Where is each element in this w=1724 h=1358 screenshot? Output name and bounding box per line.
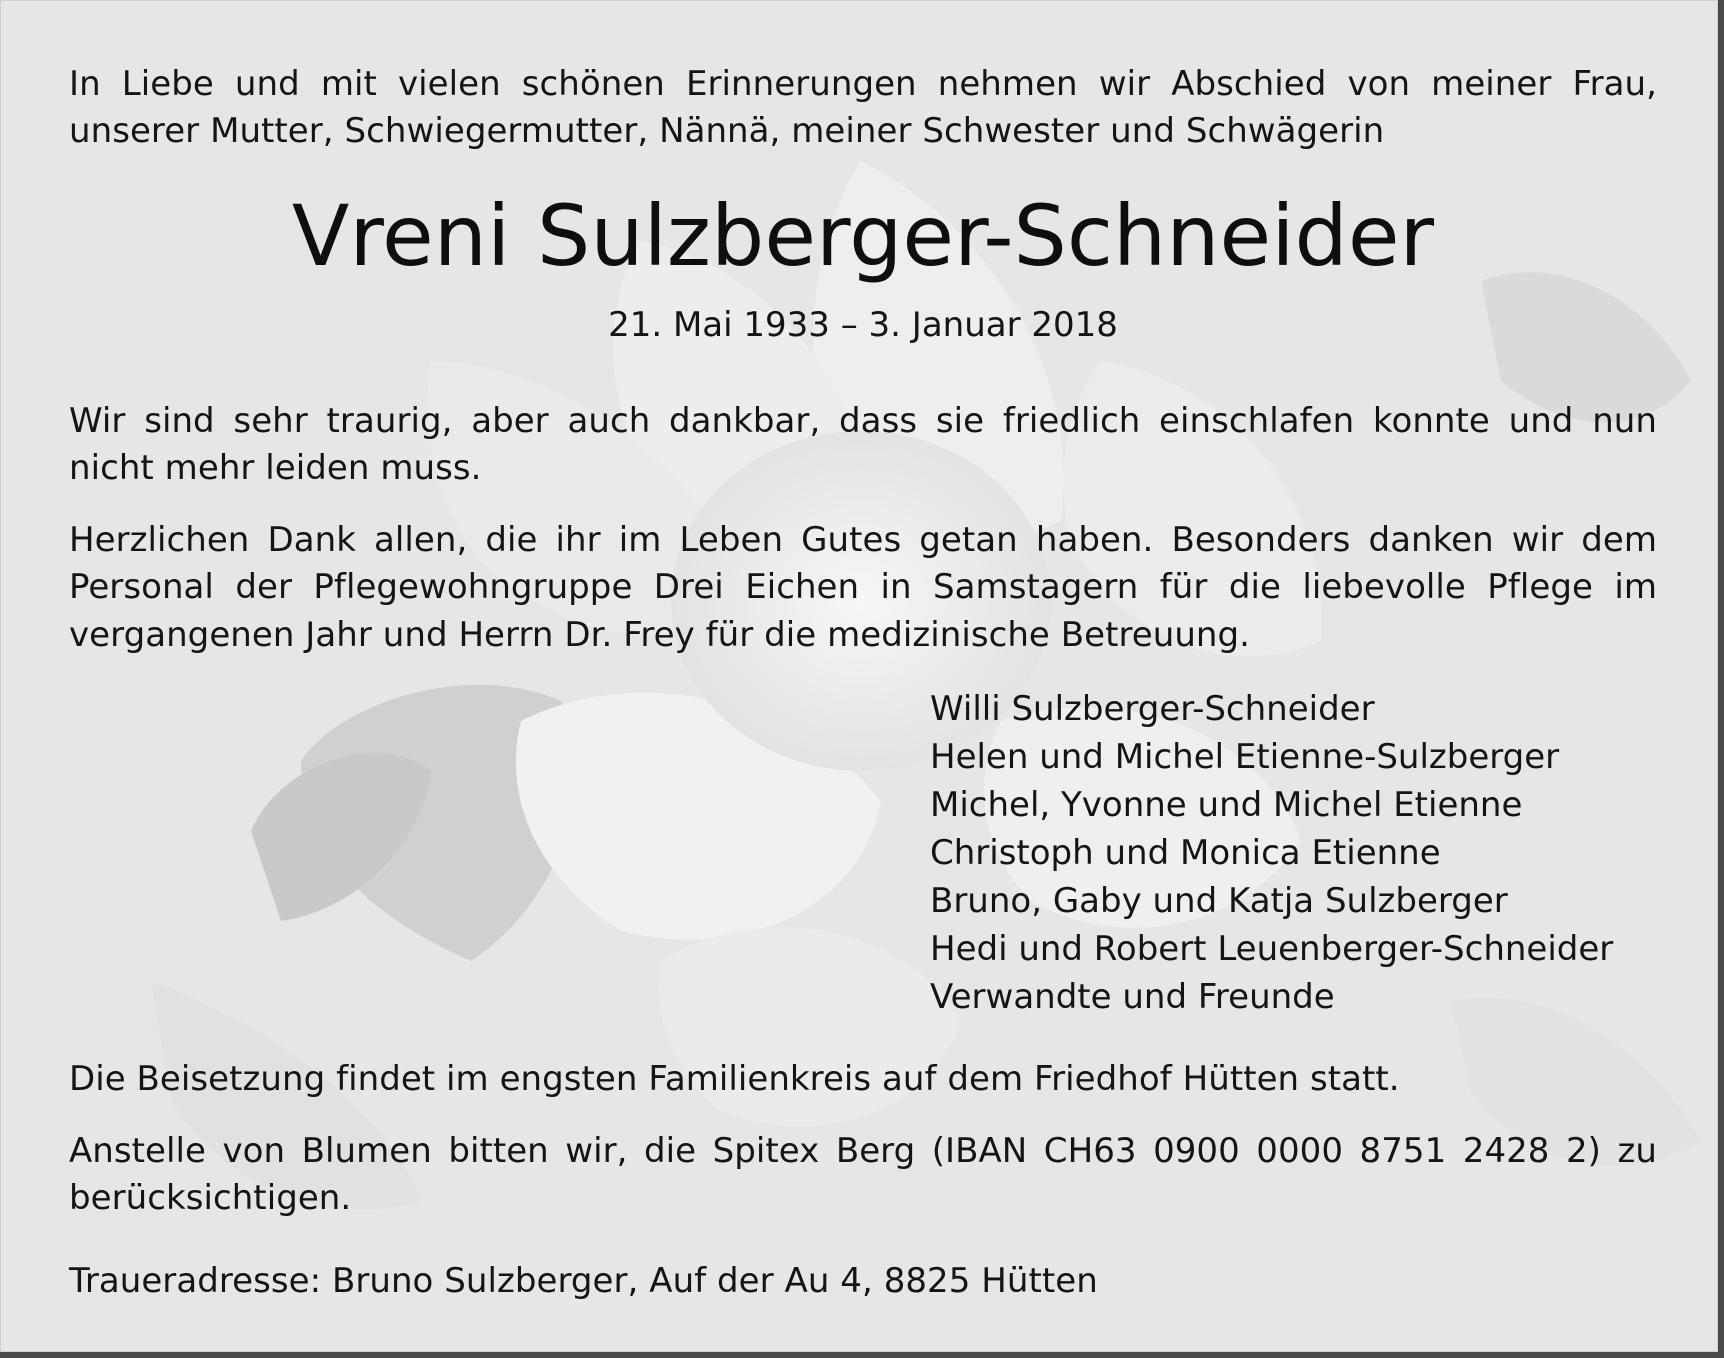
paragraph-2-line-3: vergangenen Jahr und Herrn Dr. Frey für die medizinische Betreuung. (69, 615, 1251, 655)
intro-line-2: unserer Mutter, Schwiegermutter, Nännä, meiner Schwester und Schwägerin (69, 111, 1385, 151)
signers-list (930, 685, 1613, 1021)
life-dates: 21. Mai 1933 – 3. Januar 2018 (608, 305, 1118, 345)
paragraph-2-line-1: Herzlichen Dank allen, die ihr im Leben Gutes getan haben. Besonders danken wir dem (69, 520, 1657, 560)
deceased-name: Vreni Sulzberger-Schneider (291, 187, 1435, 285)
mourning-address: Traueradresse: Bruno Sulzberger, Auf der Au 4, 8825 Hütten (69, 1261, 1098, 1301)
burial-notice: Die Beisetzung findet im engsten Familienkreis auf dem Friedhof Hütten statt. (69, 1059, 1400, 1099)
signer: Michel, Yvonne und Michel Etienne (930, 785, 1523, 825)
signer: Christoph und Monica Etienne (930, 833, 1441, 873)
signer: Verwandte und Freunde (930, 977, 1335, 1017)
signer: Hedi und Robert Leuenberger-Schneider (930, 929, 1614, 969)
intro-line-1: In Liebe und mit vielen schönen Erinnerungen nehmen wir Abschied von meiner Frau, (69, 64, 1657, 104)
signer: Willi Sulzberger-Schneider (930, 689, 1375, 729)
donation-line-2: berücksichtigen. (69, 1178, 352, 1218)
paragraph-2-line-2: Personal der Pflegewohngruppe Drei Eichen in Samstagern für die liebevolle Pflege im (69, 567, 1657, 607)
paragraph-1-line-1: Wir sind sehr traurig, aber auch dankbar, dass sie friedlich einschlafen konnte und nun (69, 401, 1657, 441)
signer: Bruno, Gaby und Katja Sulzberger (930, 881, 1508, 921)
signer: Helen und Michel Etienne-Sulzberger (930, 737, 1560, 777)
donation-line-1: Anstelle von Blumen bitten wir, die Spitex Berg (IBAN CH63 0900 0000 8751 2428 2) zu (69, 1131, 1657, 1171)
paragraph-1-line-2: nicht mehr leiden muss. (69, 448, 482, 488)
